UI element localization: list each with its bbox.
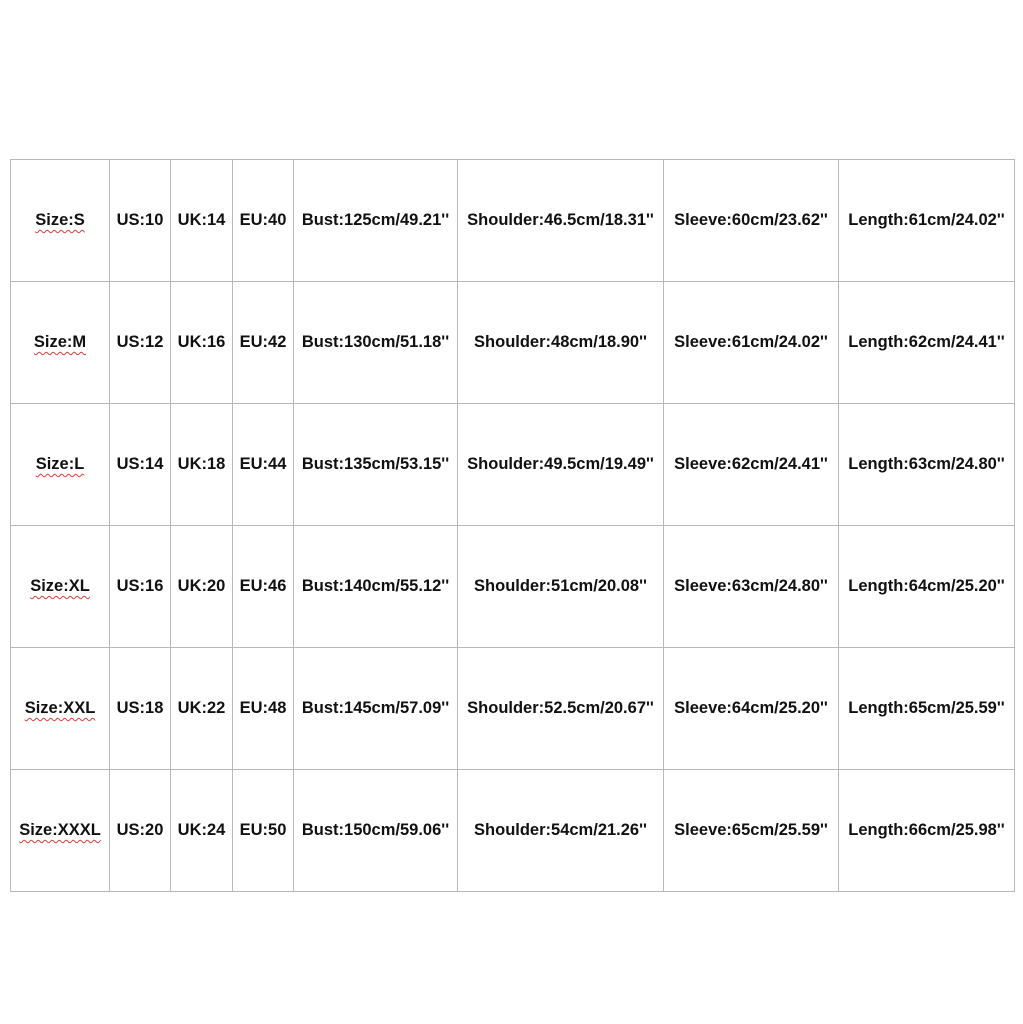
shoulder-cell: Shoulder:52.5cm/20.67'': [458, 648, 664, 770]
uk-size-cell: UK:16: [171, 282, 233, 404]
sleeve-cell: Sleeve:63cm/24.80'': [664, 526, 839, 648]
size-label: Size:XXL: [24, 699, 96, 717]
length-cell: Length:61cm/24.02'': [839, 160, 1015, 282]
uk-size-cell: UK:14: [171, 160, 233, 282]
length-cell: Length:66cm/25.98'': [839, 770, 1015, 892]
shoulder-cell: Shoulder:51cm/20.08'': [458, 526, 664, 648]
table-row: [11, 770, 1015, 892]
uk-size-cell: UK:20: [171, 526, 233, 648]
sleeve-cell: Sleeve:60cm/23.62'': [664, 160, 839, 282]
sleeve-cell: Sleeve:61cm/24.02'': [664, 282, 839, 404]
table-row: [11, 282, 1015, 404]
shoulder-cell: Shoulder:54cm/21.26'': [458, 770, 664, 892]
table-row: [11, 648, 1015, 770]
us-size-cell: US:10: [110, 160, 171, 282]
uk-size-cell: UK:22: [171, 648, 233, 770]
sleeve-cell: Sleeve:65cm/25.59'': [664, 770, 839, 892]
size-cell: [11, 282, 110, 404]
bust-cell: Bust:145cm/57.09'': [294, 648, 458, 770]
shoulder-cell: Shoulder:49.5cm/19.49'': [458, 404, 664, 526]
table-row: [11, 404, 1015, 526]
table-row: [11, 526, 1015, 648]
size-chart-body: [11, 160, 1015, 892]
bust-cell: Bust:130cm/51.18'': [294, 282, 458, 404]
us-size-cell: US:18: [110, 648, 171, 770]
uk-size-cell: UK:18: [171, 404, 233, 526]
size-cell: [11, 770, 110, 892]
size-label: Size:XL: [30, 577, 90, 595]
size-cell: [11, 526, 110, 648]
size-chart-table: [10, 159, 1015, 892]
eu-size-cell: EU:46: [233, 526, 294, 648]
us-size-cell: US:20: [110, 770, 171, 892]
uk-size-cell: UK:24: [171, 770, 233, 892]
bust-cell: Bust:125cm/49.21'': [294, 160, 458, 282]
size-label: Size:XXXL: [19, 821, 101, 839]
length-cell: Length:64cm/25.20'': [839, 526, 1015, 648]
length-cell: Length:65cm/25.59'': [839, 648, 1015, 770]
shoulder-cell: Shoulder:46.5cm/18.31'': [458, 160, 664, 282]
size-label: Size:M: [33, 333, 87, 351]
us-size-cell: US:16: [110, 526, 171, 648]
eu-size-cell: EU:44: [233, 404, 294, 526]
length-cell: Length:63cm/24.80'': [839, 404, 1015, 526]
bust-cell: Bust:140cm/55.12'': [294, 526, 458, 648]
size-label: Size:S: [35, 211, 85, 229]
bust-cell: Bust:150cm/59.06'': [294, 770, 458, 892]
us-size-cell: US:14: [110, 404, 171, 526]
us-size-cell: US:12: [110, 282, 171, 404]
sleeve-cell: Sleeve:62cm/24.41'': [664, 404, 839, 526]
size-label: Size:L: [35, 455, 85, 473]
eu-size-cell: EU:40: [233, 160, 294, 282]
bust-cell: Bust:135cm/53.15'': [294, 404, 458, 526]
eu-size-cell: EU:42: [233, 282, 294, 404]
size-cell: [11, 404, 110, 526]
shoulder-cell: Shoulder:48cm/18.90'': [458, 282, 664, 404]
size-cell: [11, 160, 110, 282]
sleeve-cell: Sleeve:64cm/25.20'': [664, 648, 839, 770]
eu-size-cell: EU:48: [233, 648, 294, 770]
eu-size-cell: EU:50: [233, 770, 294, 892]
length-cell: Length:62cm/24.41'': [839, 282, 1015, 404]
table-row: [11, 160, 1015, 282]
size-cell: [11, 648, 110, 770]
